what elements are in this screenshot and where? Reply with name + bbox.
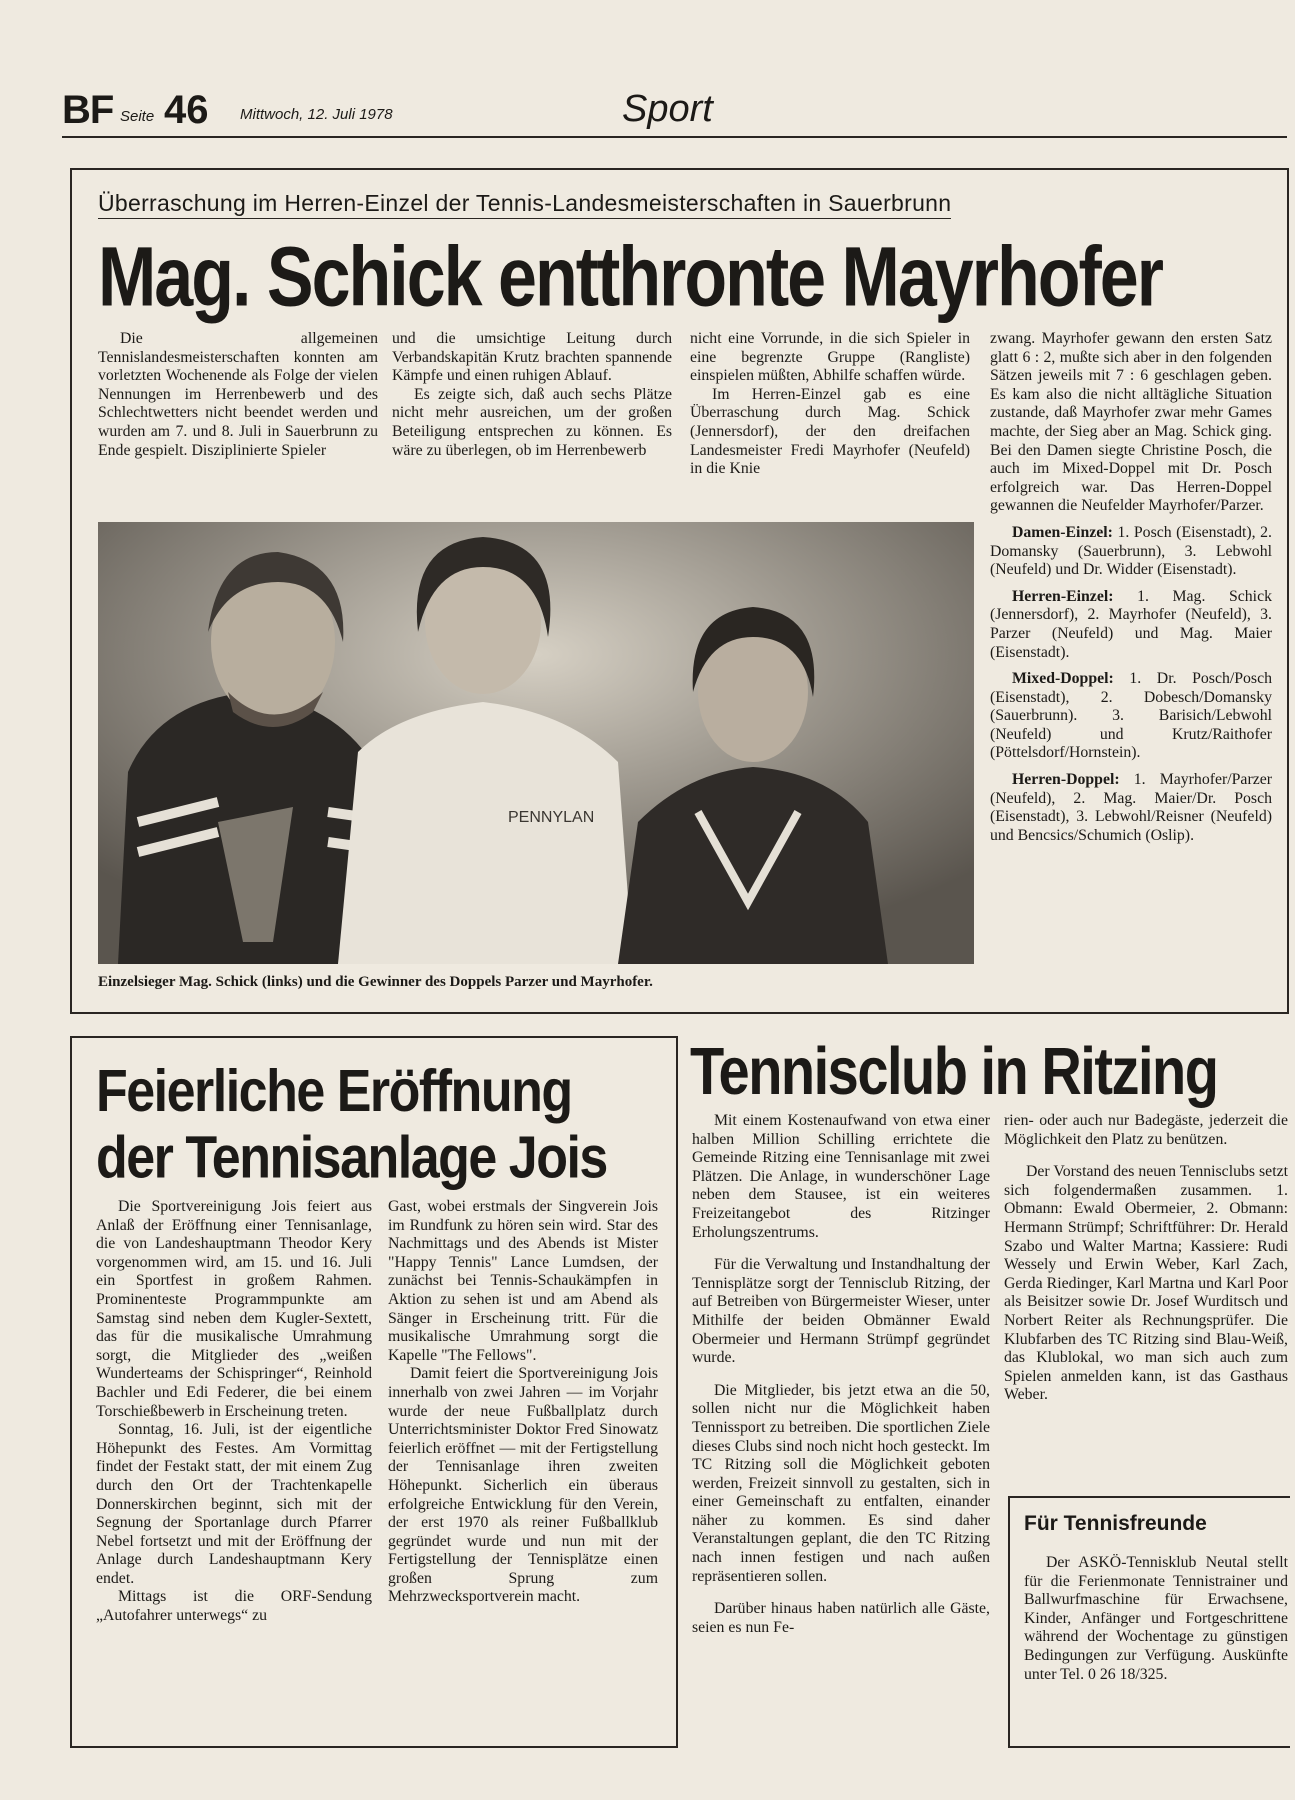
article-headline (96, 1058, 607, 1191)
paragraph: Für die Verwaltung und Instandhaltung der Tennisplätze sorgt der Tennisclub Ritzing, der auf Betreiben von Bürgermeister Wieser, unter Mithilfe der beiden Obmänner Ewald Obermeier und Hermann Strümpf gegründet wurde. (692, 1256, 990, 1367)
paragraph: Mittags ist die ORF-Sendung „Autofahrer unterwegs“ zu (96, 1588, 372, 1625)
result-text: 1. Posch (Eisenstadt), 2. Domansky (Sauerbrunn), 3. Lebwohl (Neufeld) und Dr. Widder (Eisenstadt). (990, 523, 1272, 579)
masthead-rule (62, 136, 1287, 138)
info-box-body (1024, 1554, 1288, 1684)
paper-logo: BF (62, 88, 114, 132)
article-column-1 (98, 330, 378, 460)
article-column-2 (388, 1198, 658, 1607)
paragraph: Die Mitglieder, bis jetzt etwa an die 50, sollen nicht nur die Möglichkeit haben Tennissport zu betreiben. Die sportlichen Ziele dieses Clubs sind noch nicht hoch gesteckt. Im TC Ritzing soll die Möglichkeit geboten werden, Freizeit sinnvoll zu gestalten, sich in einer Gemeinschaft zu entfalten, einander näher zu kommen. Es sind daher Veranstaltungen geplant, die den TC Ritzing nach innen festigen und nach außen repräsentieren sollen. (692, 1381, 990, 1585)
result-mixed-doppel (990, 670, 1272, 763)
paragraph: Es zeigte sich, daß auch sechs Plätze nicht mehr ausreichen, um der großen Beteiligung entsprechen zu können. Es wäre zu überlegen, ob im Herrenbewerb (392, 385, 672, 459)
article-kicker: Überraschung im Herren-Einzel der Tennis-Landesmeisterschaften in Sauerbrunn (98, 190, 951, 219)
paragraph: Mit einem Kostenaufwand von etwa einer halben Million Schilling errichtete die Gemeinde Ritzing eine Tennisanlage mit zwei Plätzen. Die Anlage, in wunderschöner Lage neben dem Stausee, ist ein weiteres Freizeitangebot des Ritzinger Erholungszentrums. (692, 1112, 990, 1241)
result-label: Damen-Einzel: (1012, 523, 1113, 541)
result-label: Herren-Doppel: (1012, 771, 1120, 789)
result-label: Mixed-Doppel: (1012, 670, 1114, 688)
headline-line: Feierliche Eröffnung (96, 1058, 572, 1125)
paragraph: und die umsichtige Leitung durch Verbandskapitän Krutz brachten spannende Kämpfe und einen ruhigen Ablauf. (392, 330, 672, 385)
paragraph: Darüber hinaus haben natürlich alle Gäste, seien es nun Fe- (692, 1600, 990, 1636)
article-ritzing-column-2 (1004, 1112, 1288, 1405)
section-title: Sport (622, 88, 713, 130)
paragraph: Der Vorstand des neuen Tennisclubs setzt sich folgendermaßen zusammen. 1. Obmann: Ewald Obermeier, 2. Obmann: Hermann Strümpf; Schriftführer: Dr. Herald Szabo und Walter Martna; Kassiere: Rudi Wessely und Erwin Weber, Karl Zach, Gerda Riedinger, Karl Martna und Karl Poor als Beisitzer sowie Dr. Josef Wurditsch und Norbert Reiter als Rechnungsprüfer. Die Klubfarben des TC Ritzing sind Blau-Weiß, das Klublokal, wo man sich auch zum Spielen anmelden kann, ist das Gasthaus Weber. (1004, 1163, 1288, 1404)
paragraph: nicht eine Vorrunde, in die sich Spieler in eine begrenzte Gruppe (Rangliste) einspielen müßten, Abhilfe schaffen würde. (690, 330, 970, 385)
issue-date: Mittwoch, 12. Juli 1978 (240, 106, 393, 123)
article-column-1 (96, 1198, 372, 1626)
masthead (62, 88, 1287, 134)
paragraph: Die Sportvereinigung Jois feiert aus Anlaß der Eröffnung einer Tennisanlage, die von Landeshauptmann Theodor Kery vorgenommen wird, am 15. und 16. Juli ein Sportfest in großem Rahmen. Prominenteste Programmpunkte am Samstag sind neben dem Kugler-Sextett, das für die musikalische Umrahmung sorgt, die Mitglieder des „weißen Wunderteams der Schispringer“, Reinhold Bachler und Edi Federer, die bei einem Torschießbewerb in Erscheinung treten. (96, 1198, 372, 1420)
article-jois (70, 1036, 678, 1748)
paragraph: zwang. Mayrhofer gewann den ersten Satz glatt 6 : 2, mußte sich aber in den folgenden Sätzen jeweils mit 7 : 6 geschlagen geben. Es kam also die nicht alltägliche Situation zustande, daß Mayrhofer zwar mehr Games machte, der Sieg aber an Mag. Schick ging. Bei den Damen siegte Christine Posch, die auch im Mixed-Doppel mit Dr. Posch erfolgreich war. Das Herren-Doppel gewannen die Neufelder Mayrhofer/Parzer. (990, 330, 1272, 515)
paragraph: Im Herren-Einzel gab es eine Überraschung durch Mag. Schick (Jennersdorf), der den dreifachen Landesmeister Fredi Mayrhofer (Neufeld) in die Knie (690, 385, 970, 478)
photo-illustration (98, 522, 974, 964)
article-column-4 (990, 330, 1272, 845)
result-herren-doppel (990, 771, 1272, 845)
page-label: Seite (120, 108, 155, 125)
result-damen-einzel (990, 524, 1272, 580)
players-photo (98, 522, 974, 964)
paragraph: Die allgemeinen Tennislandesmeisterschaften konnten am vorletzten Wochenende als Folge der vielen Nennungen im Herrenbewerb und des Schlechtwetters nicht beendet werden und wurden am 7. und 8. Juli in Sauerbrunn zu Ende gespielt. Disziplinierte Spieler (98, 330, 378, 459)
result-text: 1. Mayrhofer/Parzer (Neufeld), 2. Mag. Maier/Dr. Posch (Eisenstadt), 3. Lebwohl/Reisner (Neufeld) und Bencsics/Schumich (Oslip). (990, 771, 1272, 844)
paragraph: Der ASKÖ-Tennisklub Neutal stellt für die Ferienmonate Tennistrainer und Ballwurfmaschine für Erwachsene, Kinder, Anfänger und Fortgeschrittene während der Wochentage zu günstigen Bedingungen zur Verfügung. Auskünfte unter Tel. 0 26 18/325. (1024, 1554, 1288, 1683)
paragraph: Damit feiert die Sportvereinigung Jois innerhalb von zwei Jahren — im Vorjahr wurde der neue Fußballplatz durch Unterrichtsminister Doktor Fred Sinowatz feierlich eröffnet — mit der Fertigstellung der Tennisanlage ihren zweiten Höhepunkt. Sicherlich ein überaus erfolgreiche Entwicklung für den Verein, der erst 1970 als reiner Fußballklub gegründet wurde und nun mit der Fertigstellung der Tennisplätze einen großen Sprung zum Mehrzwecksportverein macht. (388, 1365, 658, 1606)
article-ritzing-column-1 (692, 1112, 990, 1637)
info-box-tennisfreunde (1008, 1496, 1290, 1748)
result-text: 1. Mag. Schick (Jennersdorf), 2. Mayrhofer (Neufeld), 3. Parzer (Neufeld) und Mag. Maier (Eisenstadt). (990, 587, 1272, 661)
article-headline: Mag. Schick entthronte Mayrhofer (98, 229, 1162, 324)
paragraph: Sonntag, 16. Juli, ist der eigentliche Höhepunkt des Festes. Am Vormittag findet der Festakt statt, der mit einem Zug durch den Ort der Trachtenkapelle Donnerskirchen beginnt, sich mit der Segnung der Sportanlage durch Pfarrer Nebel fortsetzt und mit der Eröffnung der Anlage durch Landeshauptmann Kery endet. (96, 1421, 372, 1587)
article-column-2 (392, 330, 672, 460)
paragraph: Gast, wobei erstmals der Singverein Jois im Rundfunk zu hören sein wird. Star des Nachmittags und des Abends ist Mister "Happy Tennis" Lance Lumdsen, der zunächst bei Tennis-Schaukämpfen in Aktion zu sehen ist und am Abend als Sänger in Erscheinung tritt. Für die musikalische Umrahmung sorgt die Kapelle "The Fellows". (388, 1198, 658, 1364)
result-label: Herren-Einzel: (1012, 587, 1114, 605)
result-herren-einzel (990, 588, 1272, 662)
result-text: 1. Dr. Posch/Posch (Eisenstadt), 2. Dobesch/Domansky (Sauerbrunn). 3. Barisich/Lebwohl (Neufeld) und Krutz/Raithofer (Pöttelsdorf/Hornstein). (990, 670, 1272, 762)
article-column-3 (690, 330, 970, 479)
info-box-title: Für Tennisfreunde (1024, 1512, 1207, 1535)
page-number: 46 (164, 88, 209, 132)
article-headline-ritzing: Tennisclub in Ritzing (690, 1032, 1218, 1109)
paragraph: rien- oder auch nur Badegäste, jederzeit die Möglichkeit den Platz zu benützen. (1004, 1112, 1288, 1148)
photo-caption: Einzelsieger Mag. Schick (links) und die Gewinner des Doppels Parzer und Mayrhofer. (98, 974, 653, 990)
headline-line: der Tennisanlage Jois (96, 1124, 607, 1192)
article-schick (70, 168, 1289, 1014)
shirt-lettering: PENNYLAN (508, 809, 595, 826)
